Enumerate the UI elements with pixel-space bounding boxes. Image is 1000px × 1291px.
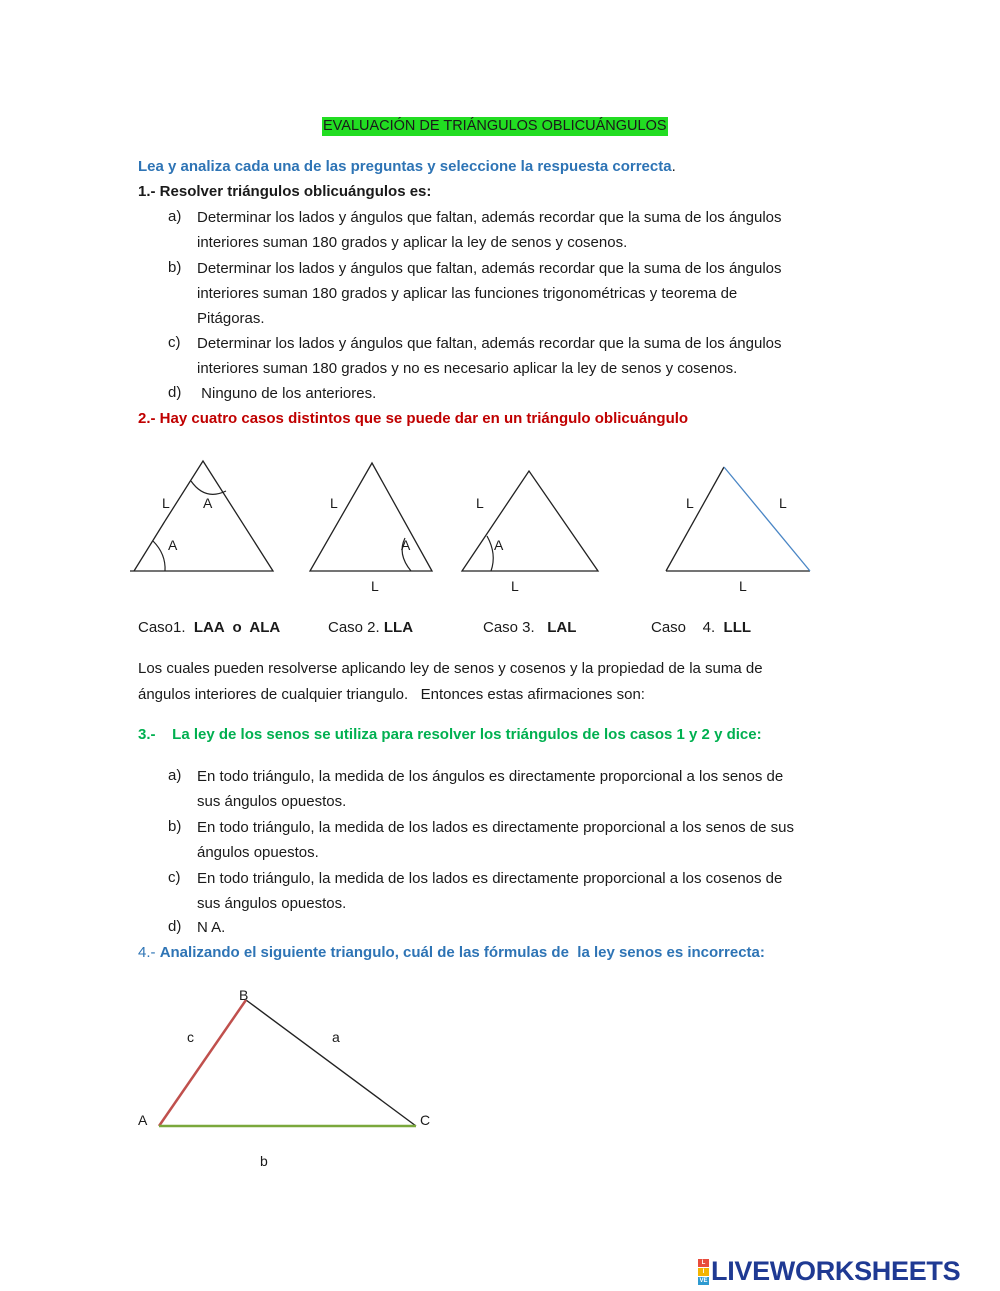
q2-paragraph-line1: Los cuales pueden resolverse aplicando ley de senos y cosenos y la propiedad de la suma de xyxy=(138,660,763,677)
q1-option-c-line2: interiores suman 180 grados y no es necesario aplicar la ley de senos y cosenos. xyxy=(197,360,738,377)
q1-option-a-letter[interactable]: a) xyxy=(168,208,182,225)
logo-cell-e: E xyxy=(703,1277,708,1284)
page-title: EVALUACIÓN DE TRIÁNGULOS OBLICUÁNGULOS xyxy=(323,118,667,134)
q3-option-c-letter[interactable]: c) xyxy=(168,869,181,886)
q2-paragraph xyxy=(138,656,763,708)
q1-option-a-line1: Determinar los lados y ángulos que faltan, además recordar que la suma de los ángulos xyxy=(197,209,782,226)
triangle-case-2-shape xyxy=(310,463,432,571)
case2-side-label-left: L xyxy=(330,495,338,511)
vertex-b-label: B xyxy=(239,987,249,1003)
q3-option-b-line1: En todo triángulo, la medida de los lados es directamente proporcional a los senos de sus xyxy=(197,819,795,836)
q3-option-a-line1: En todo triángulo, la medida de los ángulos es directamente proporcional a los senos de xyxy=(197,768,784,785)
triangle-case-4-left xyxy=(666,467,724,571)
angle-arc-top xyxy=(191,481,226,494)
side-c-line xyxy=(159,1000,246,1126)
q3-option-a-line2: sus ángulos opuestos. xyxy=(197,793,347,810)
instruction-text: Lea y analiza cada una de las preguntas y seleccione la respuesta correcta xyxy=(138,158,672,175)
logo-cell-l: L xyxy=(698,1259,709,1267)
case-1-prefix: Caso1. xyxy=(138,619,194,636)
q4-heading xyxy=(138,944,765,961)
triangle-case-4-right xyxy=(724,467,810,571)
case3-side-label-bottom: L xyxy=(511,578,519,594)
q1-option-b-line3: Pitágoras. xyxy=(197,310,265,327)
case3-angle-label: A xyxy=(494,537,504,553)
angle-arc-left xyxy=(153,541,165,571)
q3-option-c[interactable] xyxy=(197,866,782,916)
q3-heading: 3.- La ley de los senos se utiliza para resolver los triángulos de los casos 1 y 2 y dice: xyxy=(138,726,762,743)
q3-option-a[interactable] xyxy=(197,764,783,814)
case-2-caption xyxy=(328,619,413,636)
logo-text: LIVEWORKSHEETS xyxy=(711,1256,961,1286)
q3-option-d[interactable]: N A. xyxy=(197,919,226,936)
q1-option-c-letter[interactable]: c) xyxy=(168,334,181,351)
case3-side-label-left: L xyxy=(476,495,484,511)
q3-option-c-line1: En todo triángulo, la medida de los lados es directamente proporcional a los cosenos de xyxy=(197,870,783,887)
case4-side-label-left: L xyxy=(686,495,694,511)
triangle-case-1 xyxy=(130,461,273,571)
q3-option-c-line2: sus ángulos opuestos. xyxy=(197,895,347,912)
case-3-caption xyxy=(483,619,576,636)
case-2-code: LLA xyxy=(383,619,414,636)
vertex-a-label: A xyxy=(138,1112,148,1128)
angle-arc-left-case3 xyxy=(487,536,493,571)
case1-angle-left-label: A xyxy=(168,537,178,553)
q2-paragraph-line2: ángulos interiores de cualquier triangulo. Entonces estas afirmaciones son: xyxy=(138,686,645,703)
q1-option-d[interactable]: Ninguno de los anteriores. xyxy=(197,385,377,402)
case2-angle-label: A xyxy=(401,537,411,553)
q1-option-d-letter[interactable]: d) xyxy=(168,384,182,401)
case-4-caption xyxy=(651,619,751,636)
case4-side-label-bottom: L xyxy=(739,578,747,594)
case-1-code: LAA o ALA xyxy=(193,619,281,636)
instruction-period: . xyxy=(671,158,676,175)
q4-number: 4.- xyxy=(138,944,160,961)
q1-option-b-line2: interiores suman 180 grados y aplicar las funciones trigonométricas y teorema de xyxy=(197,285,738,302)
case4-side-label-right: L xyxy=(779,495,787,511)
side-b-label: b xyxy=(260,1153,268,1169)
q1-option-b-letter[interactable]: b) xyxy=(168,259,182,276)
logo-cell-v: V xyxy=(699,1277,704,1284)
logo-cell-i: I xyxy=(698,1268,709,1276)
side-a-line xyxy=(246,1000,416,1126)
triangle-case-1-shape xyxy=(130,461,273,571)
side-c-label: c xyxy=(187,1029,194,1045)
liveworksheets-logo xyxy=(698,1256,960,1287)
logo-cell-ve xyxy=(698,1277,709,1285)
q1-option-a[interactable] xyxy=(197,205,782,255)
triangle-case-2 xyxy=(310,463,432,594)
q3-option-b-letter[interactable]: b) xyxy=(168,818,182,835)
q1-option-c-line1: Determinar los lados y ángulos que faltan, además recordar que la suma de los ángulos xyxy=(197,335,782,352)
q3-option-a-letter[interactable]: a) xyxy=(168,767,182,784)
logo-mark xyxy=(698,1259,709,1285)
case-3-code: LAL xyxy=(547,619,577,636)
q3-option-b-line2: ángulos opuestos. xyxy=(197,844,319,861)
q3-option-b[interactable] xyxy=(197,815,794,865)
q1-option-b-line1: Determinar los lados y ángulos que faltan, además recordar que la suma de los ángulos xyxy=(197,260,782,277)
case-4-prefix: Caso 4. xyxy=(651,619,724,636)
side-a-label: a xyxy=(332,1029,340,1045)
q1-option-c[interactable] xyxy=(197,331,782,381)
vertex-c-label: C xyxy=(420,1112,431,1128)
case2-side-label-bottom: L xyxy=(371,578,379,594)
case1-side-label: L xyxy=(162,495,170,511)
case-2-prefix: Caso 2. xyxy=(328,619,384,636)
q4-triangle-diagram xyxy=(0,980,500,1180)
q2-heading: 2.- Hay cuatro casos distintos que se puede dar en un triángulo oblicuángulo xyxy=(138,410,689,427)
q3-option-d-letter[interactable]: d) xyxy=(168,918,182,935)
triangle-cases-diagram xyxy=(0,450,1000,600)
triangle-case-1-left-side xyxy=(134,521,165,571)
triangle-case-4 xyxy=(666,467,810,594)
q1-heading: 1.- Resolver triángulos oblicuángulos es: xyxy=(138,183,432,200)
case-1-caption xyxy=(138,619,280,636)
q4-heading-text: Analizando el siguiente triangulo, cuál de las fórmulas de la ley senos es incorrecta: xyxy=(159,944,765,961)
q1-option-a-line2: interiores suman 180 grados y aplicar la ley de senos y cosenos. xyxy=(197,234,628,251)
case1-angle-top-label: A xyxy=(203,495,213,511)
q1-option-b[interactable] xyxy=(197,256,782,331)
case-4-code: LLL xyxy=(723,619,752,636)
case-3-prefix: Caso 3. xyxy=(483,619,548,636)
triangle-case-3 xyxy=(462,471,598,594)
instruction xyxy=(138,158,676,175)
triangle-case-3-shape xyxy=(462,471,598,571)
